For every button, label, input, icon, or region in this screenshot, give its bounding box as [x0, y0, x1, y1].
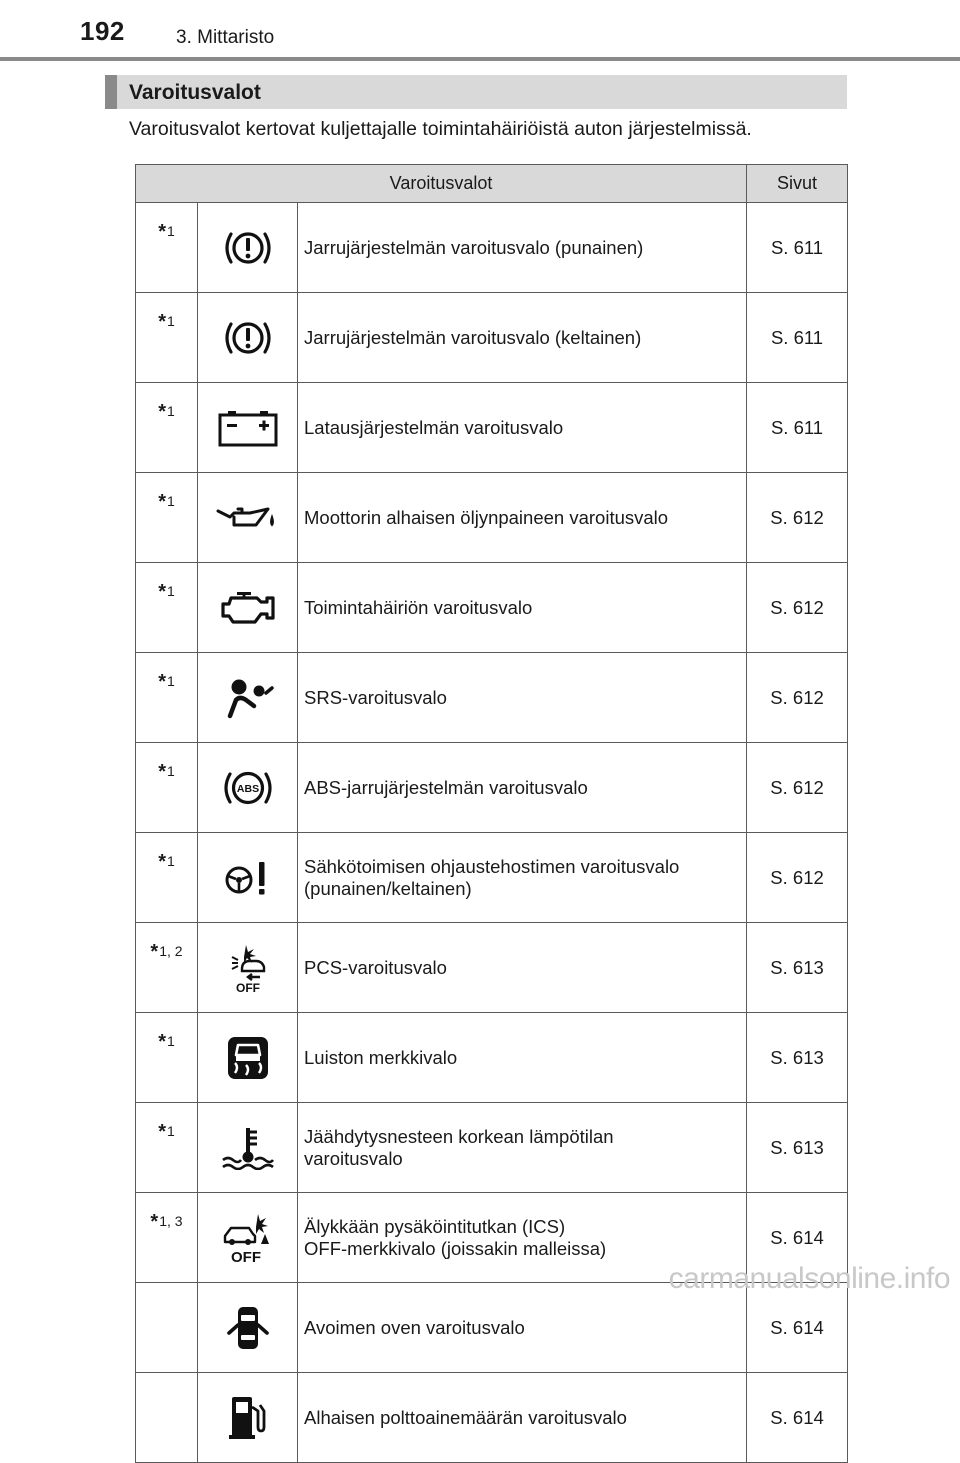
footnote-ref: [136, 293, 198, 383]
warning-description: [298, 743, 747, 833]
table-row: [136, 1283, 848, 1373]
description-line: PCS-varoitusvalo: [304, 956, 447, 978]
header-divider: [0, 57, 960, 61]
page-reference: S. 612: [747, 563, 848, 653]
description-line: SRS-varoitusvalo: [304, 686, 447, 708]
footnote-ref: [136, 203, 198, 293]
page-reference: S. 614: [747, 1373, 848, 1463]
asterisk-mark: *: [158, 851, 166, 873]
page-reference: S. 613: [747, 923, 848, 1013]
warning-description: [298, 473, 747, 563]
asterisk-mark: *: [158, 311, 166, 333]
asterisk-mark: *: [158, 491, 166, 513]
description-line: Älykkään pysäköintitutkan (ICS): [304, 1215, 566, 1237]
footnote-number: 1: [167, 403, 175, 419]
table-row: [136, 833, 848, 923]
page-reference: S. 612: [747, 653, 848, 743]
warning-description: [298, 1013, 747, 1103]
section-heading: [105, 75, 847, 109]
page-reference: S. 613: [747, 1013, 848, 1103]
description-line: ABS-jarrujärjestelmän varoitusvalo: [304, 776, 588, 798]
warning-description: [298, 923, 747, 1013]
power-steering-icon: [198, 833, 298, 923]
warning-description: [298, 293, 747, 383]
page-reference: S. 612: [747, 833, 848, 923]
section-accent: [105, 75, 117, 109]
description-line: varoitusvalo: [304, 1147, 403, 1169]
footnote-ref: [136, 1193, 198, 1283]
footnote-ref: [136, 653, 198, 743]
warning-description: [298, 1373, 747, 1463]
footnote-number: 1: [167, 673, 175, 689]
description-line: Latausjärjestelmän varoitusvalo: [304, 416, 564, 438]
warning-description: [298, 833, 747, 923]
warning-description: [298, 563, 747, 653]
table-row: [136, 293, 848, 383]
asterisk-mark: *: [158, 401, 166, 423]
warning-description: [298, 1283, 747, 1373]
warning-description: [298, 653, 747, 743]
table-row: [136, 203, 848, 293]
table-row: [136, 653, 848, 743]
abs-icon: [198, 743, 298, 833]
pcs-off-icon: [198, 923, 298, 1013]
slip-indicator-icon: [198, 1013, 298, 1103]
asterisk-mark: *: [158, 1121, 166, 1143]
page-reference: S. 614: [747, 1193, 848, 1283]
warning-description: [298, 1103, 747, 1193]
table-row: [136, 923, 848, 1013]
page-reference: S. 614: [747, 1283, 848, 1373]
footnote-number: 1: [167, 313, 175, 329]
description-line: (punainen/keltainen): [304, 877, 472, 899]
warning-description: [298, 203, 747, 293]
footnote-ref: [136, 923, 198, 1013]
footnote-number: 1: [167, 763, 175, 779]
description-line: Moottorin alhaisen öljynpaineen varoitusvalo: [304, 506, 669, 528]
footnote-ref: [136, 1103, 198, 1193]
footnote-ref: [136, 563, 198, 653]
page-reference: S. 611: [747, 203, 848, 293]
footnote-number: 1: [167, 1123, 175, 1139]
header-pages: Sivut: [747, 165, 848, 203]
svg-text:ABS: ABS: [236, 782, 259, 795]
asterisk-mark: *: [158, 221, 166, 243]
page-number: 192: [80, 16, 125, 46]
description-line: Avoimen oven varoitusvalo: [304, 1316, 525, 1338]
asterisk-mark: *: [158, 581, 166, 603]
footnote-number: 1, 3: [159, 1213, 183, 1229]
asterisk-mark: *: [158, 761, 166, 783]
asterisk-mark: *: [150, 1211, 159, 1233]
ics-off-icon: [198, 1193, 298, 1283]
description-line: Jarrujärjestelmän varoitusvalo (keltainen): [304, 326, 642, 348]
description-line: Sähkötoimisen ohjaustehostimen varoitusvalo: [304, 855, 680, 877]
footnote-ref: [136, 1013, 198, 1103]
asterisk-mark: *: [158, 1031, 166, 1053]
table-row: [136, 743, 848, 833]
footnote-number: 1: [167, 223, 175, 239]
footnote-ref: [136, 833, 198, 923]
footnote-ref: [136, 1373, 198, 1463]
table-row: [136, 473, 848, 563]
brake-warning-icon: [198, 203, 298, 293]
footnote-ref: [136, 473, 198, 563]
footnote-ref: [136, 743, 198, 833]
oil-pressure-icon: [198, 473, 298, 563]
description-line: Toimintahäiriön varoitusvalo: [304, 596, 533, 618]
srs-airbag-icon: [198, 653, 298, 743]
table-row: [136, 563, 848, 653]
description-line: Luiston merkkivalo: [304, 1046, 458, 1068]
table-row: [136, 1103, 848, 1193]
description-line: Jarrujärjestelmän varoitusvalo (punainen): [304, 236, 644, 258]
page-reference: S. 611: [747, 293, 848, 383]
intro-text: Varoitusvalot kertovat kuljettajalle toimintahäiriöistä auton järjestelmissä.: [129, 118, 752, 140]
open-door-icon: [198, 1283, 298, 1373]
table-header-row: [136, 165, 848, 203]
warning-description: [298, 383, 747, 473]
table-row: [136, 383, 848, 473]
footnote-ref: [136, 1283, 198, 1373]
footnote-number: 1, 2: [159, 943, 183, 959]
footnote-number: 1: [167, 1033, 175, 1049]
coolant-temperature-icon: [198, 1103, 298, 1193]
description-line: Alhaisen polttoainemäärän varoitusvalo: [304, 1406, 627, 1428]
low-fuel-icon: [198, 1373, 298, 1463]
chapter-title: 3. Mittaristo: [176, 27, 275, 48]
asterisk-mark: *: [158, 671, 166, 693]
footnote-ref: [136, 383, 198, 473]
table-row: [136, 1013, 848, 1103]
footnote-number: 1: [167, 493, 175, 509]
footnote-number: 1: [167, 853, 175, 869]
description-line: Jäähdytysnesteen korkean lämpötilan: [304, 1125, 614, 1147]
watermark: carmanualsonline.info: [668, 1262, 950, 1295]
header-lights: Varoitusvalot: [136, 165, 747, 203]
page-reference: S. 612: [747, 473, 848, 563]
page-reference: S. 611: [747, 383, 848, 473]
battery-icon: [198, 383, 298, 473]
footnote-number: 1: [167, 583, 175, 599]
brake-warning-icon: [198, 293, 298, 383]
section-title: Varoitusvalot: [129, 81, 261, 104]
table-row: [136, 1373, 848, 1463]
svg-text:OFF: OFF: [230, 1248, 261, 1264]
description-line: OFF-merkkivalo (joissakin malleissa): [304, 1237, 607, 1259]
page-reference: S. 612: [747, 743, 848, 833]
check-engine-icon: [198, 563, 298, 653]
page-reference: S. 613: [747, 1103, 848, 1193]
asterisk-mark: *: [150, 941, 159, 963]
svg-text:OFF: OFF: [235, 980, 260, 993]
